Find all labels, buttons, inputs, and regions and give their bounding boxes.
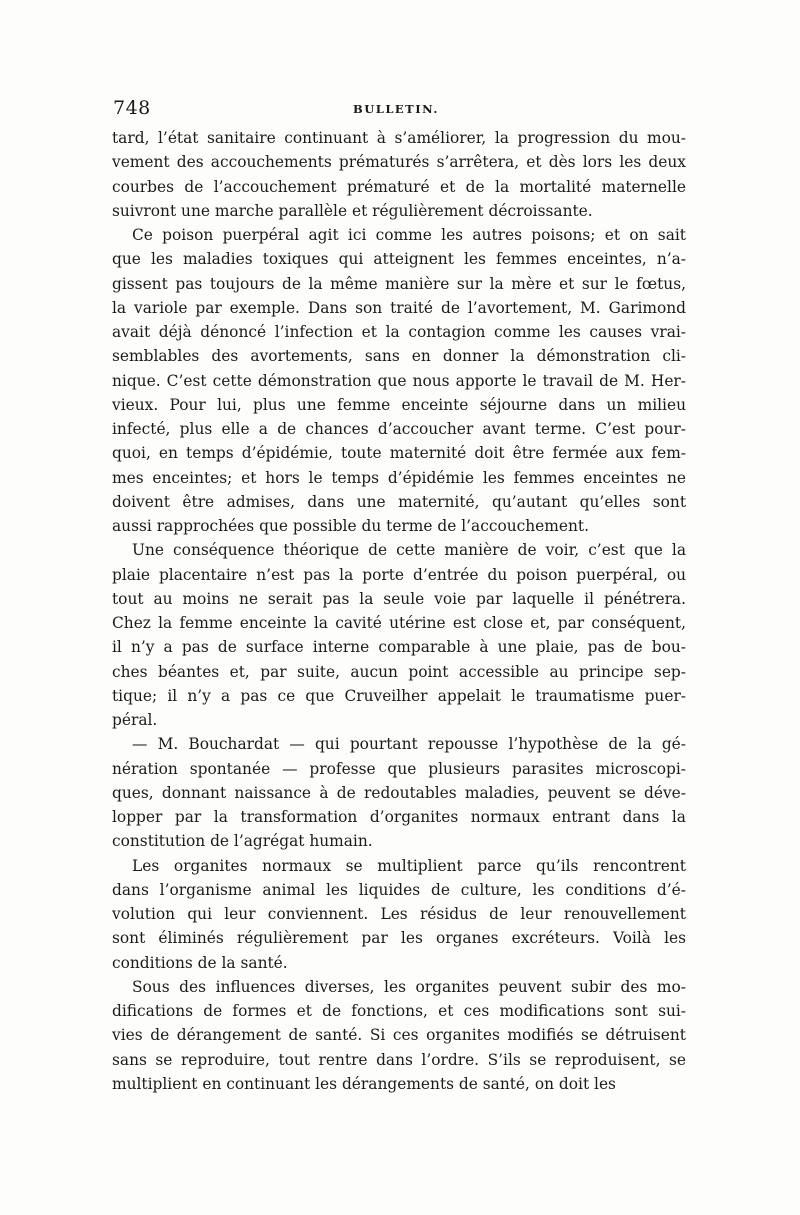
- body-text: [112, 126, 686, 1096]
- text-line: tard, l’état sanitaire continuant à s’améliorer, la progression du mou-: [112, 129, 686, 147]
- text-line: ches béantes et, par suite, aucun point accessible au principe sep-: [112, 662, 686, 681]
- text-line: quoi, en temps d’épidémie, toute maternité doit être fermée aux fem-: [112, 444, 686, 463]
- text-line: conditions de la santé.: [112, 953, 288, 972]
- text-line: multiplient en continuant les dérangements de santé, on doit les: [112, 1074, 616, 1093]
- text-line: mes enceintes; et hors le temps d’épidémie les femmes enceintes ne: [112, 468, 686, 487]
- text-line: Les organites normaux se multiplient parce qu’ils rencontrent: [132, 856, 686, 875]
- text-line: constitution de l’agrégat humain.: [112, 832, 373, 851]
- text-line: nération spontanée — professe que plusieurs parasites microscopi-: [112, 759, 686, 778]
- text-line: tique; il n’y a pas ce que Cruveilher appelait le traumatisme puer-: [112, 686, 686, 705]
- text-line: Ce poison puerpéral agit ici comme les autres poisons; et on sait: [132, 226, 686, 244]
- text-line: ques, donnant naissance à de redoutables maladies, peuvent se déve-: [112, 783, 686, 802]
- paragraph: [112, 223, 686, 538]
- text-line: plaie placentaire n’est pas la porte d’entrée du poison puerpéral, ou: [112, 565, 686, 584]
- text-line: semblables des avortements, sans en donner la démonstration cli-: [112, 347, 686, 366]
- text-line: que les maladies toxiques qui atteignent les femmes enceintes, n’a-: [112, 250, 686, 269]
- text-line: sont éliminés régulièrement par les organes excréteurs. Voilà les: [112, 929, 686, 948]
- text-line: volution qui leur conviennent. Les résidus de leur renouvellement: [112, 905, 686, 923]
- paragraph: [112, 732, 686, 853]
- text-line: dans l’organisme animal les liquides de culture, les conditions d’é-: [112, 880, 686, 899]
- text-line: Sous des influences diverses, les organites peuvent subir des mo-: [132, 977, 686, 996]
- text-line: la variole par exemple. Dans son traité de l’avortement, M. Garimond: [112, 298, 686, 317]
- page-number: 748: [113, 97, 151, 119]
- running-head: BULLETIN.: [353, 102, 439, 116]
- text-line: doivent être admises, dans une maternité, qu’autant qu’elles sont: [112, 492, 686, 511]
- text-line: vieux. Pour lui, plus une femme enceinte séjourne dans un milieu: [112, 395, 686, 414]
- text-line: infecté, plus elle a de chances d’accoucher avant terme. C’est pour-: [112, 420, 686, 438]
- text-line: suivront une marche parallèle et régulièrement décroissante.: [112, 201, 593, 220]
- text-line: sans se reproduire, tout rentre dans l’ordre. S’ils se reproduisent, se: [112, 1050, 686, 1069]
- paragraph: [112, 126, 686, 223]
- text-line: il n’y a pas de surface interne comparable à une plaie, pas de bou-: [112, 638, 686, 657]
- text-line: vement des accouchements prématurés s’arrêtera, et dès lors les deux: [112, 153, 686, 172]
- text-line: — M. Bouchardat — qui pourtant repousse l’hypothèse de la gé-: [132, 735, 686, 754]
- paragraph: [112, 538, 686, 732]
- text-line: vies de dérangement de santé. Si ces organites modifiés se détruisent: [112, 1026, 686, 1045]
- text-line: difications de formes et de fonctions, et ces modifications sont sui-: [112, 1002, 686, 1020]
- text-line: nique. C’est cette démonstration que nous apporte le travail de M. Her-: [112, 371, 686, 390]
- paragraph: [112, 854, 686, 975]
- text-line: aussi rapprochées que possible du terme de l’accouchement.: [112, 517, 589, 535]
- text-line: gissent pas toujours de la même manière sur la mère et sur le fœtus,: [112, 274, 686, 293]
- text-line: avait déjà dénoncé l’infection et la contagion comme les causes vrai-: [112, 323, 686, 341]
- text-line: Chez la femme enceinte la cavité utérine est close et, par conséquent,: [112, 614, 686, 632]
- text-line: péral.: [112, 711, 158, 729]
- paragraph: [112, 975, 686, 1096]
- text-line: Une conséquence théorique de cette manière de voir, c’est que la: [132, 541, 686, 560]
- text-line: lopper par la transformation d’organites normaux entrant dans la: [112, 808, 686, 826]
- page-header: [113, 97, 685, 121]
- text-line: tout au moins ne serait pas la seule voie par laquelle il pénétrera.: [112, 589, 686, 608]
- text-line: courbes de l’accouchement prématuré et de la mortalité maternelle: [112, 177, 686, 196]
